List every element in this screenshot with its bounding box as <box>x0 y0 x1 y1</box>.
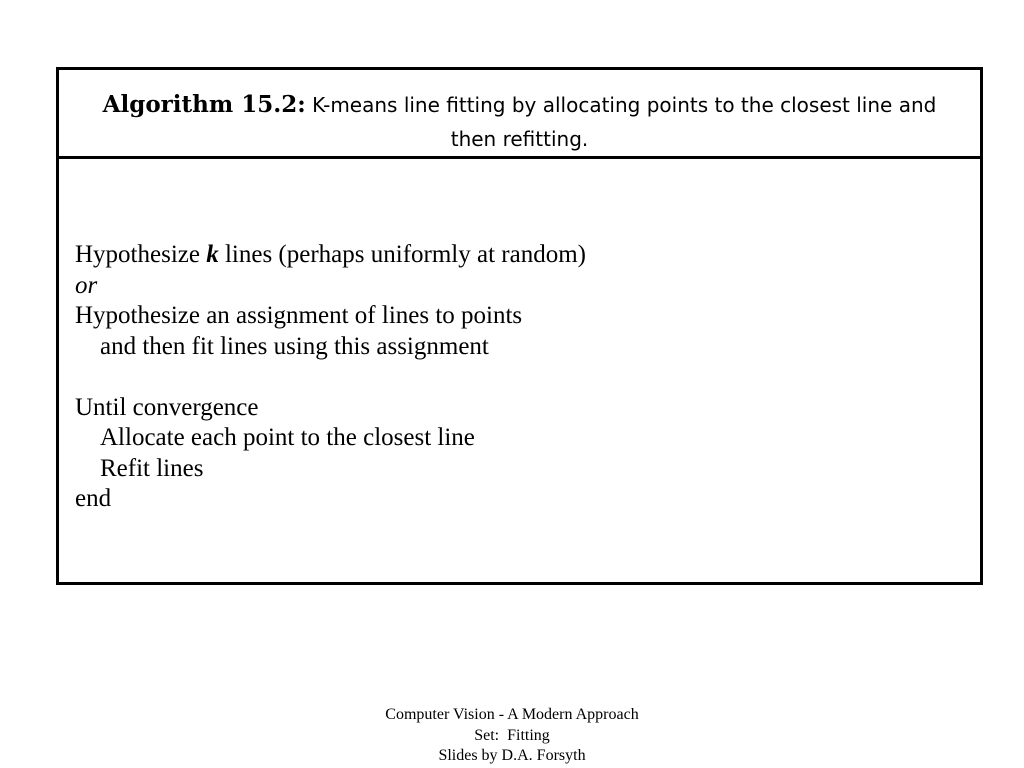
slide-footer <box>0 705 1024 767</box>
footer-author: Slides by D.A. Forsyth <box>438 747 586 764</box>
algorithm-box <box>56 67 983 585</box>
pseudocode-line-refit: Refit lines <box>100 454 204 482</box>
pseudocode-blank-line <box>75 362 586 393</box>
pseudocode-line-until: Until convergence <box>75 393 259 421</box>
pseudocode-line-hypothesize-k <box>75 240 586 271</box>
footer-course-title: Computer Vision - A Modern Approach <box>385 706 639 723</box>
pseudocode-line-fit-lines: and then fit lines using this assignment <box>100 332 489 360</box>
algorithm-body <box>75 240 586 515</box>
pseudocode-line-allocate: Allocate each point to the closest line <box>100 424 475 451</box>
hypothesize-prefix: Hypothesize <box>75 241 207 268</box>
algorithm-label: Algorithm 15.2: <box>102 91 306 118</box>
pseudocode-line-or: or <box>75 271 98 299</box>
k-variable: k <box>206 241 219 268</box>
pseudocode-line-end: end <box>75 485 112 512</box>
pseudocode-line-hypothesize-assignment: Hypothesize an assignment of lines to points <box>75 302 523 329</box>
algorithm-caption: K-means line fitting by allocating points to the closest line and then refitting. <box>312 93 937 151</box>
algorithm-header <box>59 70 980 159</box>
hypothesize-suffix: lines (perhaps uniformly at random) <box>218 241 586 268</box>
footer-set-name: Set: Fitting <box>474 726 550 744</box>
